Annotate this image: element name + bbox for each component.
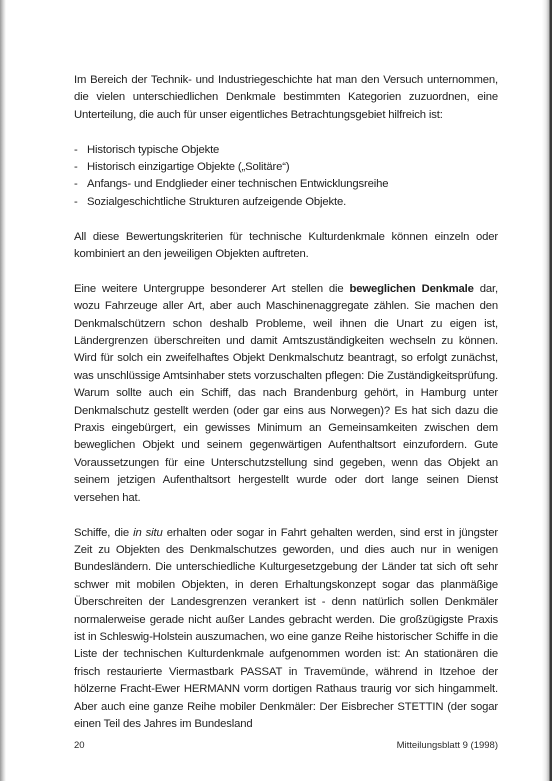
intro-paragraph: Im Bereich der Technik- und Industriegeschichte hat man den Versuch unternommen, die vielen unterschiedlichen Denkmale bestimmten Kategorien zuzuordnen, eine Unterteilung, die auch für unser eigentliches Betrachtungsgebiet hilfreich ist: — [74, 74, 498, 121]
text-run: Eine weitere Untergruppe besonderer Art stellen die — [74, 282, 350, 295]
paragraph-gap — [74, 124, 498, 141]
paragraph-gap — [74, 263, 498, 280]
ships-paragraph — [74, 525, 498, 734]
publication-source: Mitteilungsblatt 9 (1998) — [396, 740, 498, 751]
italic-term: in situ — [133, 526, 163, 539]
list-item-text: Historisch einzigartige Objekte („Solitäre“) — [87, 161, 290, 174]
list-item-text: Sozialgeschichtliche Strukturen aufzeigende Objekte. — [87, 195, 347, 208]
criteria-paragraph: All diese Bewertungskriterien für technische Kulturdenkmale können einzeln oder kombiniert an den jeweiligen Objekten auftreten. — [74, 230, 498, 261]
scan-left-edge — [0, 0, 6, 781]
page-body — [74, 72, 498, 733]
paragraph-gap — [74, 211, 498, 228]
mobile-monuments-paragraph — [74, 281, 498, 507]
bold-term: beweglichen Denkmale — [349, 282, 474, 295]
scan-right-edge — [542, 0, 552, 781]
list-item-text: Anfangs- und Endglieder einer technischen Entwicklungsreihe — [87, 178, 389, 191]
criteria-list — [74, 142, 498, 212]
list-item-text: Historisch typische Objekte — [87, 143, 220, 156]
list-item — [74, 194, 498, 211]
list-marker: - — [74, 178, 78, 191]
list-item — [74, 142, 498, 159]
page-number: 20 — [74, 740, 85, 751]
list-item — [74, 176, 498, 193]
list-marker: - — [74, 195, 78, 208]
text-run: erhalten oder sogar in Fahrt gehalten werden, sind erst in jüngster Zeit zu Objekten des Denkmalschutzes geworden, und dies auch nur in wenigen Bundesländern. Die unterschiedliche Kulturgesetzgebung der Länder tat sich oft sehr schwer mit mobilen Objekten, in deren Erhaltungskonzept sogar das planmäßige Überschreiten der Landesgrenzen verankert ist - denn natürlich sollen Denkmäler normalerweise gerade nicht außer Landes gebracht werden. Die großzügigste Praxis ist in Schleswig-Holstein auszumachen, wo eine ganze Reihe historischer Schiffe in die Liste der technischen Kulturdenkmale aufgenommen worden ist: An stationären die frisch restaurierte Viermastbark PASSAT in Travemünde, während in Itzehoe der hölzerne Fracht-Ewer HERMANN vorm dortigen Rathaus traurig vor sich hingammelt. Aber auch eine ganze Reihe mobiler Denkmäler: Der Eisbrecher STETTIN (der sogar einen Teil des Jahres im Bundesland — [74, 526, 498, 730]
list-marker: - — [74, 161, 78, 174]
paragraph-gap — [74, 507, 498, 524]
text-run: Schiffe, die — [74, 526, 134, 539]
list-marker: - — [74, 143, 78, 156]
text-run: dar, wozu Fahrzeuge aller Art, aber auch Maschinenaggregate zählen. Sie machen den Denkmalschützern schon deshalb Probleme, weil ihnen die Unart zu eigen ist, Ländergrenzen überschreiten und damit Amtszuständigkeiten wechseln zu können. Wird für solch ein zweifelhaftes Objekt Denkmalschutz beantragt, so erfolgt zunächst, was unschlüssige Amtsinhaber stets vorzuschalten pflegen: Die Zuständigkeitsprüfung. Warum sollte auch ein Schiff, das nach Brandenburg gehört, in Hamburg unter Denkmalschutz gestellt werden (oder gar eins aus Norwegen)? Es hat sich dazu die Praxis eingebürgert, ein gewisses Minimum an Gemeinsamkeiten zwischen dem beweglichen Objekt und seinem gegenwärtigen Aufenthaltsort einzufordern. Gute Voraussetzungen für eine Unterschutzstellung sind gegeben, wenn das Objekt an seinem jetzigen Aufenthaltsort hergestellt wurde oder dort lange seinen Dienst versehen hat. — [74, 282, 499, 504]
list-item — [74, 159, 498, 176]
